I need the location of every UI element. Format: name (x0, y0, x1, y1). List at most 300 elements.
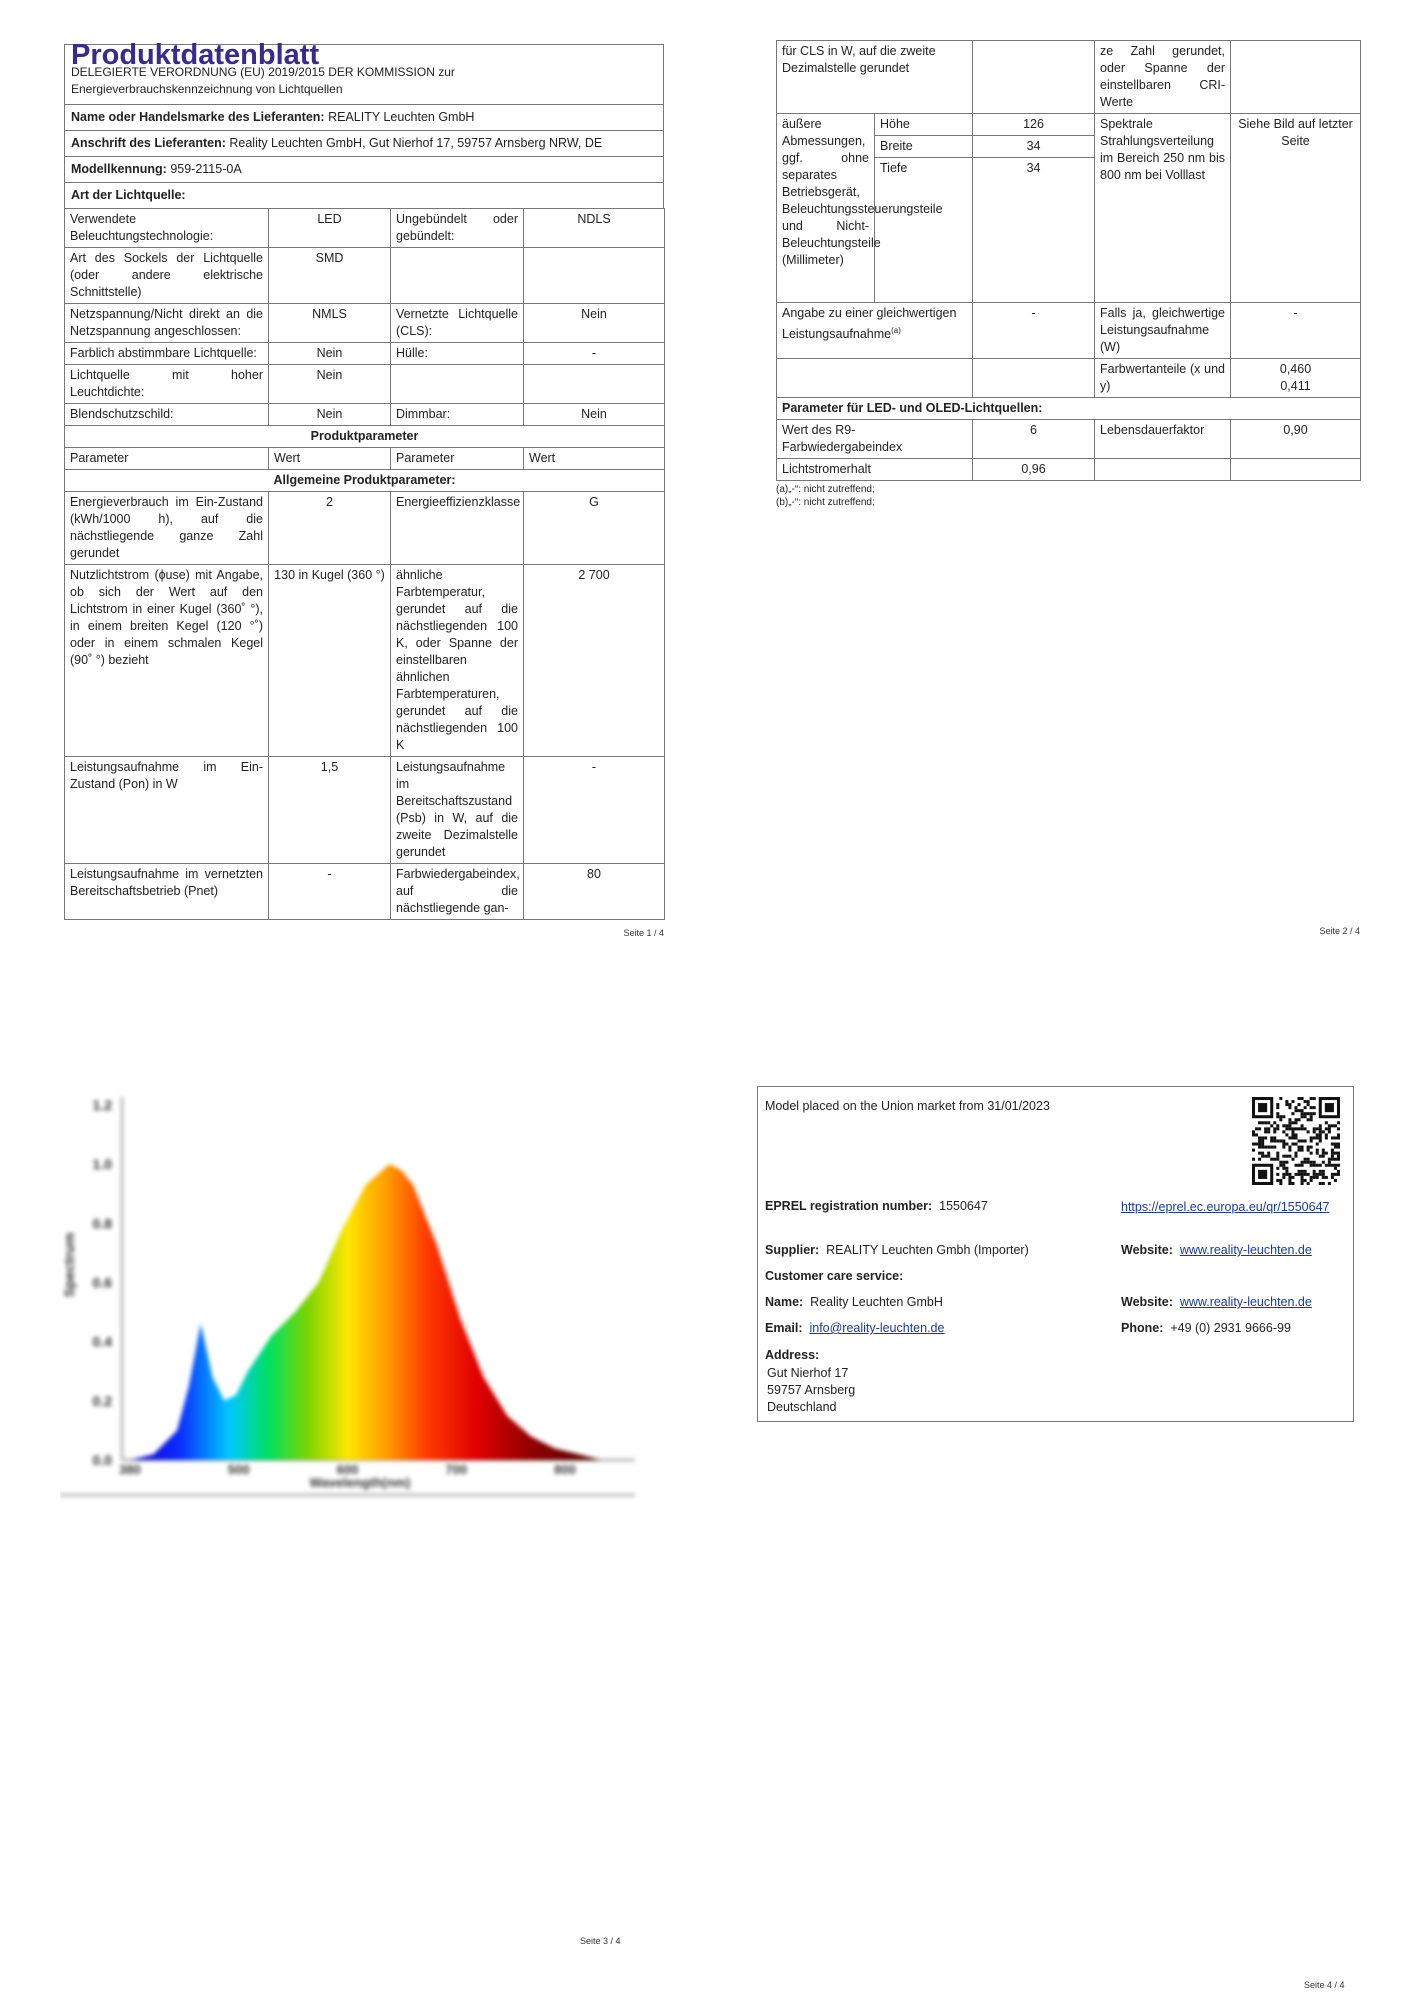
qr-module (1270, 1124, 1273, 1127)
qr-module (1294, 1118, 1297, 1121)
footnote-a: (a)„-“: nicht zutreffend; (776, 484, 875, 495)
address-lines (767, 1365, 855, 1416)
life-value: 0,90 (1231, 420, 1361, 459)
qr-module (1319, 1133, 1322, 1136)
param-label: Nutzlichtstrom (ɸuse) mit Angabe, ob sich der Wert auf den Lichtstrom in einer Kugel (360˚ °), in einem breiten Kegel (120 °˚) oder in einem schmalen Kegel (90˚ °) bezieht (65, 565, 269, 757)
qr-module (1337, 1133, 1340, 1136)
qr-module (1282, 1164, 1285, 1167)
qr-module (1261, 1139, 1264, 1142)
param-label: ähnliche Farbtemperatur, gerundet auf die nächstliegenden 100 K, oder Spanne der einstellbaren ähnlichen Farbtemperaturen, gerundet auf die nächstliegenden 100 K (391, 565, 524, 757)
qr-module (1310, 1112, 1313, 1115)
qr-module (1273, 1121, 1276, 1124)
email-label: Email: (765, 1321, 803, 1335)
y-tick-label: 0.2 (92, 1392, 112, 1409)
qr-module (1279, 1182, 1282, 1185)
qr-module (1258, 1146, 1261, 1149)
qr-module (1291, 1143, 1294, 1146)
qr-module (1255, 1143, 1258, 1146)
qr-module (1310, 1152, 1313, 1155)
qr-module (1291, 1182, 1294, 1185)
qr-module (1310, 1106, 1313, 1109)
qr-module (1288, 1146, 1291, 1149)
supplier-label: Supplier: (765, 1243, 820, 1257)
dimensions-label: äußere Abmessungen, ggf. ohne separates Betriebsgerät, Beleuchtungssteuerungsteile und Nicht-Beleuchtungsteile (Millimeter) (777, 114, 875, 303)
row-label: Lichtquelle mit hoher Leuchtdichte: (65, 365, 269, 404)
chroma-x: 0,460 (1279, 362, 1312, 376)
param-value: G (524, 492, 665, 565)
row-label: für CLS in W, auf die zweite Dezimalstelle gerundet (777, 41, 973, 114)
qr-module (1301, 1146, 1304, 1149)
row-label: Art des Sockels der Lichtquelle (oder andere elektrische Schnittstelle) (65, 248, 269, 304)
qr-module (1334, 1173, 1337, 1176)
qr-module (1331, 1143, 1334, 1146)
qr-module (1285, 1100, 1288, 1103)
qr-module (1310, 1118, 1313, 1121)
qr-module (1288, 1118, 1291, 1121)
param-value: 2 (269, 492, 391, 565)
qr-module (1319, 1164, 1322, 1167)
qr-module (1304, 1161, 1307, 1164)
qr-module (1304, 1139, 1307, 1142)
qr-module (1282, 1143, 1285, 1146)
qr-module (1298, 1146, 1301, 1149)
equiv-label: Angabe zu einer gleichwertigen Leistungsaufnahme (782, 306, 957, 342)
qr-module (1288, 1121, 1291, 1124)
qr-module (1322, 1161, 1325, 1164)
dim-name-height: Höhe (875, 114, 973, 136)
row-value: LED (269, 209, 391, 248)
row-value: NDLS (524, 209, 665, 248)
address-line: Deutschland (767, 1400, 837, 1414)
eprel-number: 1550647 (939, 1199, 988, 1213)
qr-module (1307, 1149, 1310, 1152)
qr-module (1301, 1139, 1304, 1142)
row-value: Nein (269, 365, 391, 404)
row-label (391, 248, 524, 304)
param-value: 80 (524, 864, 665, 920)
table-row (65, 757, 665, 864)
qr-module (1313, 1164, 1316, 1167)
qr-module (1291, 1130, 1294, 1133)
qr-module (1279, 1097, 1282, 1100)
qr-module (1322, 1130, 1325, 1133)
qr-module (1337, 1136, 1340, 1139)
qr-module (1273, 1158, 1276, 1161)
qr-module (1282, 1146, 1285, 1149)
row-value: Nein (269, 343, 391, 365)
qr-module (1298, 1139, 1301, 1142)
row-value (524, 365, 665, 404)
qr-module (1307, 1161, 1310, 1164)
qr-module (1270, 1158, 1273, 1161)
qr-module (1285, 1124, 1288, 1127)
qr-module (1325, 1136, 1328, 1139)
qr-module (1252, 1143, 1255, 1146)
r9-label: Wert des R9-Farbwiedergabeindex (777, 420, 973, 459)
qr-module (1261, 1136, 1264, 1139)
qr-module (1307, 1182, 1310, 1185)
param-value: 130 in Kugel (360 °) (269, 565, 391, 757)
table-row (777, 359, 1361, 398)
falls-value: - (1231, 303, 1361, 359)
qr-module (1322, 1176, 1325, 1179)
qr-module (1331, 1173, 1334, 1176)
qr-module (1322, 1182, 1325, 1185)
qr-module (1301, 1179, 1304, 1182)
qr-module (1307, 1103, 1310, 1106)
table-row (65, 492, 665, 565)
falls-label: Falls ja, gleichwertige Leistungsaufnahme (W) (1095, 303, 1231, 359)
row-label: Verwendete Beleuchtungstechnologie: (65, 209, 269, 248)
qr-module (1298, 1109, 1301, 1112)
qr-module (1328, 1127, 1331, 1130)
qr-module (1307, 1112, 1310, 1115)
qr-module (1252, 1158, 1255, 1161)
x-tick-label: 500 (227, 1462, 250, 1477)
row-value (973, 41, 1095, 114)
page-2 (776, 40, 1360, 936)
empty-cell (777, 359, 973, 398)
qr-module (1276, 1173, 1279, 1176)
qr-module (1337, 1121, 1340, 1124)
qr-module (1334, 1136, 1337, 1139)
qr-module (1310, 1139, 1313, 1142)
qr-module (1301, 1182, 1304, 1185)
qr-module (1307, 1173, 1310, 1176)
footnote-marker: (a) (891, 326, 901, 335)
qr-module (1304, 1179, 1307, 1182)
qr-module (1301, 1127, 1304, 1130)
qr-module (1276, 1103, 1279, 1106)
qr-module (1294, 1143, 1297, 1146)
dim-name-width: Breite (875, 136, 973, 158)
qr-module (1273, 1127, 1276, 1130)
qr-module (1276, 1167, 1279, 1170)
qr-module (1328, 1158, 1331, 1161)
y-tick-label: 0.6 (92, 1274, 112, 1291)
qr-module (1258, 1103, 1267, 1112)
qr-module (1270, 1146, 1273, 1149)
qr-module (1270, 1136, 1273, 1139)
qr-module (1316, 1133, 1319, 1136)
qr-module (1276, 1152, 1279, 1155)
x-tick-label: 600 (336, 1462, 359, 1477)
qr-module (1310, 1176, 1313, 1179)
qr-module (1285, 1161, 1288, 1164)
qr-module (1282, 1176, 1285, 1179)
qr-module (1331, 1176, 1334, 1179)
y-tick-label: 0.8 (92, 1215, 112, 1232)
qr-module (1261, 1143, 1264, 1146)
qr-module (1310, 1115, 1313, 1118)
param-value: - (269, 864, 391, 920)
equiv-label-cell (777, 303, 973, 359)
qr-module (1313, 1136, 1316, 1139)
param-label: Leistungsaufnahme im Bereitschaftszustand (Psb) in W, auf die zweite Dezimalstelle gerundet (391, 757, 524, 864)
qr-module (1331, 1136, 1334, 1139)
qr-module (1310, 1179, 1313, 1182)
row-label: ze Zahl gerundet, oder Spanne der einstellbaren CRI-Werte (1095, 41, 1231, 114)
qr-module (1291, 1176, 1294, 1179)
page-number-4: Seite 4 / 4 (1304, 1980, 1345, 1990)
website-row-1 (1121, 1243, 1312, 1257)
supplier-name: REALITY Leuchten GmbH (328, 110, 475, 124)
row-value (1231, 41, 1361, 114)
eprel-link[interactable]: https://eprel.ec.europa.eu/qr/1550647 (1121, 1200, 1330, 1214)
qr-module (1301, 1161, 1304, 1164)
qr-module (1264, 1127, 1267, 1130)
qr-module (1255, 1127, 1258, 1130)
address-label: Anschrift des Lieferanten: (71, 136, 226, 150)
qr-module (1304, 1112, 1307, 1115)
footnote-b: (b)„-“: nicht zutreffend; (776, 497, 875, 508)
qr-module (1313, 1097, 1316, 1100)
qr-module (1328, 1164, 1331, 1167)
qr-module (1310, 1146, 1313, 1149)
qr-module (1294, 1136, 1297, 1139)
y-tick-label: 1.2 (92, 1097, 112, 1113)
qr-module (1319, 1124, 1322, 1127)
y-ticks (93, 1097, 113, 1468)
eprel-label: EPREL registration number: (765, 1199, 933, 1213)
qr-module (1325, 1176, 1328, 1179)
param-label: Leistungsaufnahme im Ein-Zustand (Pon) in W (65, 757, 269, 864)
chroma-label: Farbwertanteile (x und y) (1095, 359, 1231, 398)
param-label: Farbwiedergabeindex, auf die nächstliegende gan- (391, 864, 524, 920)
qr-module (1273, 1139, 1276, 1142)
qr-module (1328, 1130, 1331, 1133)
qr-module (1328, 1124, 1331, 1127)
qr-module (1331, 1152, 1334, 1155)
qr-module (1276, 1139, 1279, 1142)
qr-module (1331, 1149, 1334, 1152)
chroma-y: 0,411 (1280, 379, 1311, 393)
col-header-value: Wert (524, 448, 665, 470)
qr-module (1282, 1124, 1285, 1127)
qr-module (1298, 1097, 1301, 1100)
qr-module (1267, 1127, 1270, 1130)
qr-module (1264, 1136, 1267, 1139)
qr-module (1285, 1143, 1288, 1146)
qr-module (1285, 1173, 1288, 1176)
qr-module (1261, 1152, 1264, 1155)
qr-module (1273, 1146, 1276, 1149)
y-tick-label: 0.0 (92, 1452, 112, 1468)
qr-module (1282, 1115, 1285, 1118)
page-subtitle: DELEGIERTE VERORDNUNG (EU) 2019/2015 DER KOMMISSION zur Energieverbrauchskennzeichnung von Lichtquellen (71, 65, 455, 96)
qr-module (1279, 1161, 1282, 1164)
qr-module (1285, 1167, 1288, 1170)
qr-module (1285, 1133, 1288, 1136)
qr-module (1328, 1161, 1331, 1164)
qr-module (1316, 1127, 1319, 1130)
qr-module (1301, 1164, 1304, 1167)
qr-module (1288, 1155, 1291, 1158)
qr-module (1322, 1173, 1325, 1176)
qr-module (1313, 1161, 1316, 1164)
row-label: Farblich abstimmbare Lichtquelle: (65, 343, 269, 365)
qr-module (1319, 1130, 1322, 1133)
qr-module (1288, 1173, 1291, 1176)
qr-module (1264, 1146, 1267, 1149)
table-row (777, 41, 1361, 114)
qr-module (1310, 1161, 1313, 1164)
chart-plot (60, 1097, 635, 1495)
qr-module (1310, 1097, 1313, 1100)
email-link[interactable]: info@reality-leuchten.de (809, 1321, 945, 1335)
qr-module (1282, 1155, 1285, 1158)
table-row (65, 404, 665, 426)
qr-module (1301, 1097, 1304, 1100)
qr-module (1319, 1139, 1322, 1142)
qr-module (1334, 1179, 1337, 1182)
website-link[interactable]: www.reality-leuchten.de (1179, 1243, 1312, 1257)
qr-module (1304, 1173, 1307, 1176)
param-value: - (524, 757, 665, 864)
qr-module (1282, 1130, 1285, 1133)
qr-module (1337, 1146, 1340, 1149)
qr-module (1331, 1155, 1334, 1158)
qr-module (1258, 1152, 1261, 1155)
qr-module (1261, 1146, 1264, 1149)
qr-module (1337, 1164, 1340, 1167)
qr-module (1288, 1176, 1291, 1179)
qr-module (1276, 1124, 1279, 1127)
lumen-value: 0,96 (973, 459, 1095, 481)
qr-module (1261, 1155, 1264, 1158)
qr-module (1276, 1158, 1279, 1161)
spectral-value: Siehe Bild auf letzter Seite (1231, 114, 1361, 303)
qr-module (1288, 1179, 1291, 1182)
qr-module (1276, 1115, 1279, 1118)
qr-module (1288, 1103, 1291, 1106)
address-line: 59757 Arnsberg (767, 1383, 856, 1397)
page1-main-table (64, 208, 665, 920)
table-row (65, 565, 665, 757)
qr-module (1322, 1149, 1325, 1152)
qr-module (1307, 1118, 1310, 1121)
page2-table (776, 40, 1361, 481)
qr-module (1294, 1173, 1297, 1176)
qr-module (1313, 1127, 1316, 1130)
product-params-header: Produktparameter (65, 426, 665, 448)
qr-module (1298, 1170, 1301, 1173)
qr-module (1301, 1115, 1304, 1118)
param-label: Energieeffizienzklasse (391, 492, 524, 565)
qr-module (1301, 1176, 1304, 1179)
qr-module (1301, 1149, 1304, 1152)
qr-module (1313, 1130, 1316, 1133)
qr-module (1325, 1127, 1328, 1130)
qr-module (1282, 1139, 1285, 1142)
qr-module (1294, 1155, 1297, 1158)
name-row (765, 1295, 943, 1309)
qr-module (1294, 1121, 1297, 1124)
model-id: 959-2115-0A (170, 162, 242, 176)
y-tick-label: 1.0 (92, 1156, 112, 1173)
qr-module (1273, 1130, 1276, 1133)
qr-module (1264, 1155, 1267, 1158)
qr-module (1313, 1176, 1316, 1179)
qr-module (1325, 1103, 1334, 1112)
col-header-value: Wert (269, 448, 391, 470)
row-value: NMLS (269, 304, 391, 343)
qr-module (1334, 1146, 1337, 1149)
qr-module (1294, 1164, 1297, 1167)
param-label: Leistungsaufnahme im vernetzten Bereitschaftsbetrieb (Pnet) (65, 864, 269, 920)
qr-module (1291, 1127, 1294, 1130)
qr-module (1337, 1170, 1340, 1173)
qr-module (1276, 1106, 1279, 1109)
table-row (777, 420, 1361, 459)
qr-module (1313, 1170, 1316, 1173)
qr-module (1325, 1152, 1328, 1155)
qr-module (1264, 1130, 1267, 1133)
qr-module (1328, 1182, 1331, 1185)
qr-module (1319, 1155, 1322, 1158)
table-row (65, 365, 665, 404)
qr-module (1316, 1149, 1319, 1152)
qr-module (1334, 1164, 1337, 1167)
address-label: Address: (765, 1348, 820, 1362)
empty-cell (1231, 459, 1361, 481)
qr-module (1298, 1103, 1301, 1106)
qr-module (1334, 1143, 1337, 1146)
chroma-values (1231, 359, 1361, 398)
table-row (65, 304, 665, 343)
qr-module (1273, 1136, 1276, 1139)
page-number: Seite 1 / 4 (623, 928, 664, 938)
qr-module (1288, 1136, 1291, 1139)
spectral-label: Spektrale Strahlungsverteilung im Bereich 250 nm bis 800 nm bei Volllast (1095, 114, 1231, 303)
dim-value-height: 126 (973, 114, 1095, 136)
qr-module (1276, 1155, 1279, 1158)
qr-module (1294, 1109, 1297, 1112)
qr-module (1325, 1133, 1328, 1136)
qr-module (1258, 1170, 1267, 1179)
qr-module (1331, 1124, 1334, 1127)
qr-module (1298, 1118, 1301, 1121)
qr-module (1319, 1173, 1322, 1176)
supplier-address: Reality Leuchten GmbH, Gut Nierhof 17, 59757 Arnsberg NRW, DE (229, 136, 603, 150)
name-value: Reality Leuchten GmbH (810, 1295, 943, 1309)
dim-value-depth: 34 (973, 158, 1095, 303)
qr-module (1322, 1155, 1325, 1158)
qr-module (1255, 1133, 1258, 1136)
qr-module (1301, 1109, 1304, 1112)
qr-module (1316, 1136, 1319, 1139)
supplier-name-label: Name oder Handelsmarke des Lieferanten: (71, 110, 325, 124)
qr-module (1304, 1127, 1307, 1130)
table-header-row (65, 448, 665, 470)
phone-label: Phone: (1121, 1321, 1164, 1335)
qr-module (1319, 1182, 1322, 1185)
col-header-parameter: Parameter (391, 448, 524, 470)
qr-module (1288, 1149, 1291, 1152)
param-label: Energieverbrauch im Ein-Zustand (kWh/1000 h), auf die nächstliegende ganze Zahl gerundet (65, 492, 269, 565)
table-row (777, 303, 1361, 359)
x-tick-label: 380 (119, 1462, 141, 1477)
empty-cell (1095, 459, 1231, 481)
qr-module (1310, 1164, 1313, 1167)
qr-module (1279, 1179, 1282, 1182)
qr-module (1319, 1136, 1322, 1139)
qr-module (1313, 1173, 1316, 1176)
qr-module (1334, 1152, 1337, 1155)
qr-module (1258, 1136, 1261, 1139)
website-link[interactable]: www.reality-leuchten.de (1179, 1295, 1312, 1309)
qr-module (1291, 1136, 1294, 1139)
